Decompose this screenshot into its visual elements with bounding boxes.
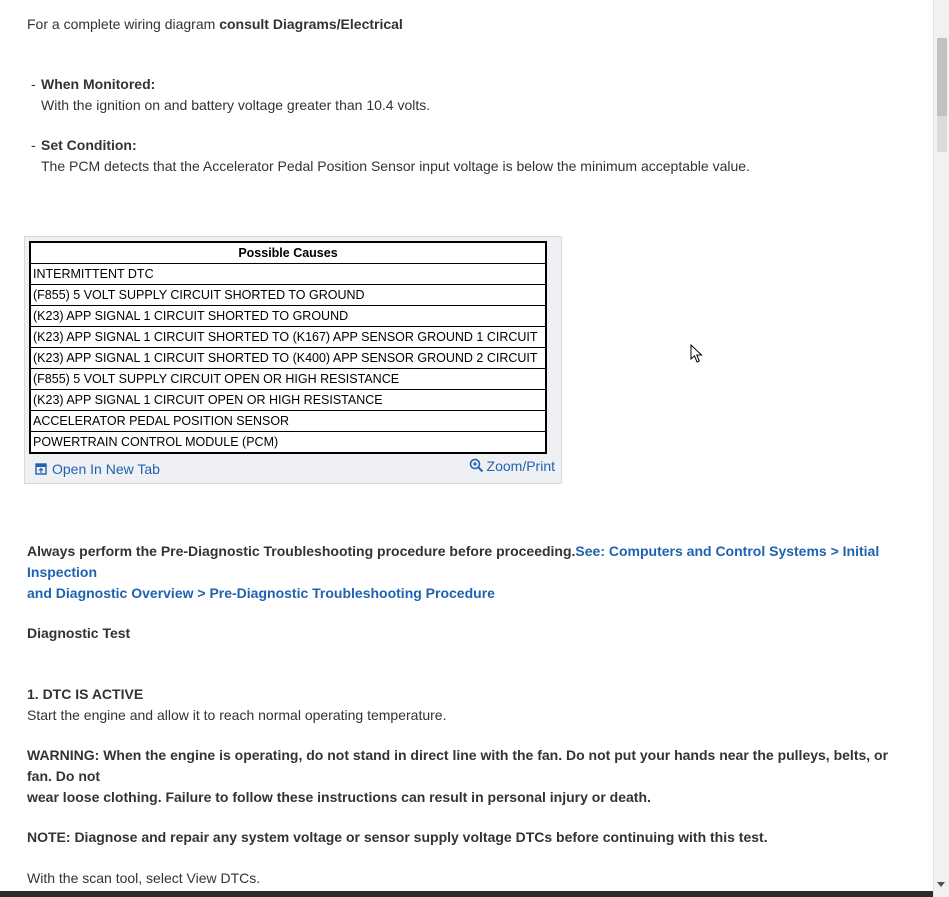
open-in-new-tab-label: Open In New Tab — [52, 461, 160, 477]
figure-toolbar — [35, 458, 555, 479]
table-row: (K23) APP SIGNAL 1 CIRCUIT SHORTED TO (K167) APP SENSOR GROUND 1 CIRCUIT — [30, 327, 546, 348]
scan-tool-instruction: With the scan tool, select View DTCs. — [27, 870, 261, 886]
table-row: (K23) APP SIGNAL 1 CIRCUIT SHORTED TO (K400) APP SENSOR GROUND 2 CIRCUIT — [30, 348, 546, 369]
pre-diagnostic-text: Always perform the Pre-Diagnostic Troubleshooting procedure before proceeding. — [27, 543, 576, 559]
zoom-icon — [469, 458, 484, 476]
step-1-heading: 1. DTC IS ACTIVE — [27, 686, 144, 702]
mouse-cursor-icon — [690, 344, 704, 367]
table-row: (K23) APP SIGNAL 1 CIRCUIT OPEN OR HIGH RESISTANCE — [30, 390, 546, 411]
possible-causes-table — [29, 241, 547, 454]
vertical-scrollbar[interactable] — [933, 0, 949, 897]
table-row: POWERTRAIN CONTROL MODULE (PCM) — [30, 432, 546, 454]
table-row: INTERMITTENT DTC — [30, 264, 546, 285]
when-monitored-heading: When Monitored: — [41, 76, 156, 92]
zoom-print-label: Zoom/Print — [486, 458, 555, 474]
table-header: Possible Causes — [30, 242, 546, 264]
pre-diagnostic-link-part1[interactable]: See: Computers and Control Systems > Initial Inspection — [27, 543, 880, 580]
open-in-new-tab-link[interactable] — [35, 461, 160, 478]
scroll-down-arrow-icon[interactable] — [937, 882, 945, 887]
set-condition-item — [31, 135, 750, 177]
zoom-print-link[interactable] — [469, 458, 555, 476]
when-monitored-item — [31, 74, 430, 116]
table-row: (F855) 5 VOLT SUPPLY CIRCUIT OPEN OR HIGH RESISTANCE — [30, 369, 546, 390]
note-text: NOTE: Diagnose and repair any system voltage or sensor supply voltage DTCs before continuing with this test. — [27, 829, 768, 845]
bullet-dash: - — [31, 137, 36, 153]
possible-causes-figure — [24, 236, 562, 484]
table-row: (F855) 5 VOLT SUPPLY CIRCUIT SHORTED TO GROUND — [30, 285, 546, 306]
open-new-tab-icon — [35, 462, 47, 478]
wiring-note-reference: consult Diagrams/Electrical — [219, 16, 403, 32]
wiring-diagram-note — [27, 16, 403, 33]
warning-line-1: WARNING: When the engine is operating, do not stand in direct line with the fan. Do not put your hands near the pulleys, belts, or fan. Do not — [27, 747, 889, 784]
set-condition-text: The PCM detects that the Accelerator Pedal Position Sensor input voltage is below the minimum acceptable value. — [41, 158, 750, 174]
wiring-note-text: For a complete wiring diagram — [27, 16, 220, 32]
pre-diagnostic-link-part2[interactable]: and Diagnostic Overview > Pre-Diagnostic Troubleshooting Procedure — [27, 585, 495, 601]
set-condition-heading: Set Condition: — [41, 137, 137, 153]
pre-diagnostic-paragraph — [27, 541, 912, 604]
table-row: (K23) APP SIGNAL 1 CIRCUIT SHORTED TO GROUND — [30, 306, 546, 327]
bullet-dash: - — [31, 76, 36, 92]
warning-line-2: wear loose clothing. Failure to follow these instructions can result in personal injury or death. — [27, 789, 651, 805]
warning-text — [27, 745, 912, 808]
scrollbar-thumb[interactable] — [937, 38, 947, 116]
step-1-text: Start the engine and allow it to reach normal operating temperature. — [27, 707, 447, 723]
diagnostic-test-heading: Diagnostic Test — [27, 625, 131, 641]
step-1 — [27, 684, 446, 726]
window-bottom-edge — [0, 891, 933, 897]
scrollbar-track-segment — [937, 116, 947, 152]
table-row: ACCELERATOR PEDAL POSITION SENSOR — [30, 411, 546, 432]
when-monitored-text: With the ignition on and battery voltage greater than 10.4 volts. — [41, 97, 431, 113]
